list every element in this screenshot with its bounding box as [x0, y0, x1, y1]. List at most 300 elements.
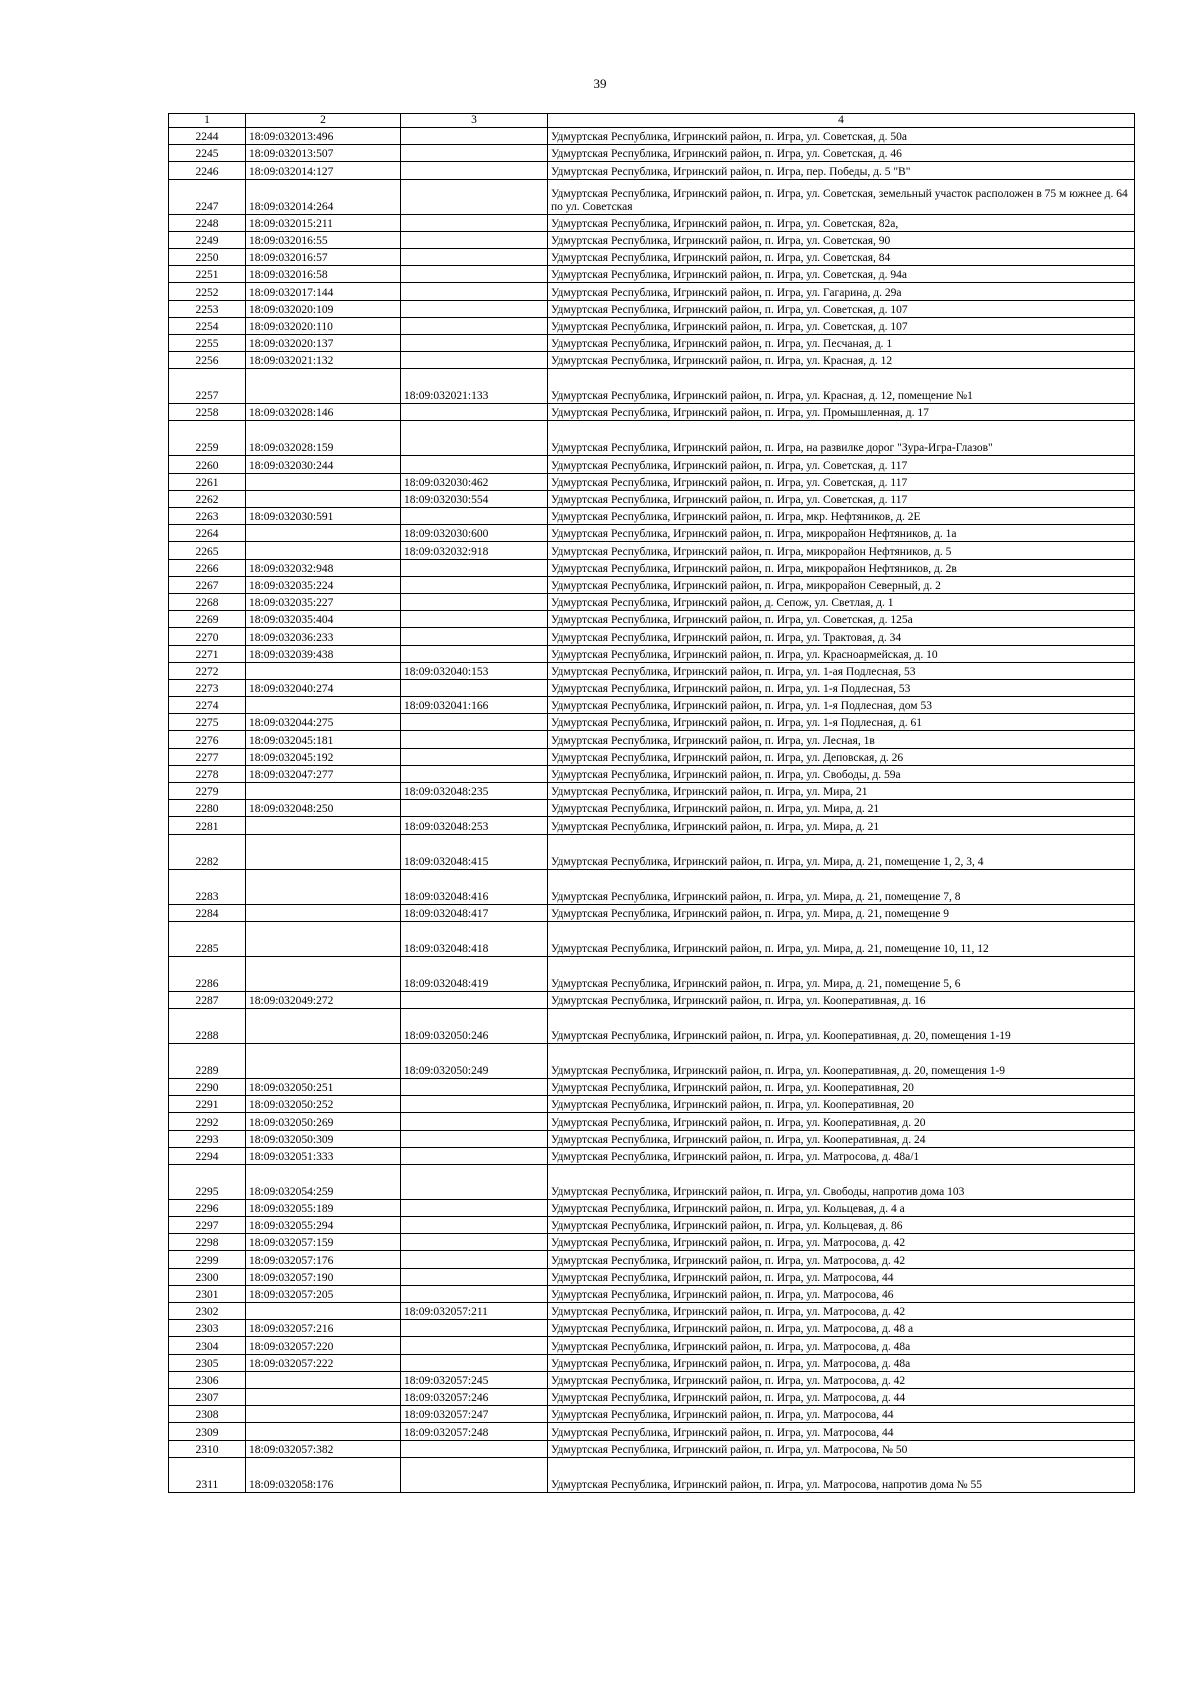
- table-row: [169, 214, 1135, 231]
- table-row: [169, 508, 1135, 525]
- table-row: [169, 611, 1135, 628]
- cadastral-number-alt-cell: [401, 1130, 548, 1147]
- address-cell: Удмуртская Республика, Игринский район, п. Игра, ул. Мира, д. 21, помещение 5, 6: [548, 956, 1135, 991]
- cadastral-number-cell: [246, 490, 401, 507]
- address-cell: Удмуртская Республика, Игринский район, п. Игра, ул. Мира, д. 21, помещение 7, 8: [548, 869, 1135, 904]
- table-row: [169, 421, 1135, 456]
- cadastral-number-alt-cell: 18:09:032048:235: [401, 783, 548, 800]
- address-cell: Удмуртская Республика, Игринский район, п. Игра, ул. Матросова, напротив дома № 55: [548, 1457, 1135, 1492]
- cadastral-number-alt-cell: [401, 1354, 548, 1371]
- address-cell: Удмуртская Республика, Игринский район, п. Игра, пер. Победы, д. 5 "В": [548, 162, 1135, 179]
- address-cell: Удмуртская Республика, Игринский район, п. Игра, мкр. Нефтяников, д. 2Е: [548, 508, 1135, 525]
- cadastral-number-alt-cell: [401, 421, 548, 456]
- cadastral-number-cell: 18:09:032016:55: [246, 231, 401, 248]
- cadastral-number-alt-cell: 18:09:032021:133: [401, 369, 548, 404]
- row-number-cell: 2280: [169, 800, 246, 817]
- cadastral-number-cell: 18:09:032030:591: [246, 508, 401, 525]
- table-row: [169, 1337, 1135, 1354]
- cadastral-number-alt-cell: [401, 266, 548, 283]
- address-cell: Удмуртская Республика, Игринский район, п. Игра, ул. Деповская, д. 26: [548, 748, 1135, 765]
- address-cell: Удмуртская Республика, Игринский район, п. Игра, ул. Советская, д. 117: [548, 473, 1135, 490]
- table-row: [169, 956, 1135, 991]
- row-number-cell: 2302: [169, 1303, 246, 1320]
- page-number: 39: [593, 76, 607, 91]
- row-number-cell: 2295: [169, 1164, 246, 1199]
- row-number-cell: 2259: [169, 421, 246, 456]
- cadastral-number-cell: 18:09:032028:159: [246, 421, 401, 456]
- address-cell: Удмуртская Республика, Игринский район, п. Игра, ул. 1-я Подлесная, дом 53: [548, 697, 1135, 714]
- table-row: [169, 628, 1135, 645]
- cadastral-number-cell: [246, 697, 401, 714]
- table-row: [169, 869, 1135, 904]
- cadastral-number-alt-cell: [401, 1096, 548, 1113]
- table-row: [169, 1251, 1135, 1268]
- table-row: [169, 679, 1135, 696]
- cadastral-number-alt-cell: [401, 231, 548, 248]
- row-number-cell: 2289: [169, 1043, 246, 1078]
- row-number-cell: 2285: [169, 921, 246, 956]
- cadastral-number-cell: 18:09:032055:294: [246, 1217, 401, 1234]
- row-number-cell: 2293: [169, 1130, 246, 1147]
- cadastral-number-cell: [246, 783, 401, 800]
- address-cell: Удмуртская Республика, Игринский район, п. Игра, ул. Мира, д. 21, помещение 10, 11, 12: [548, 921, 1135, 956]
- address-cell: Удмуртская Республика, Игринский район, п. Игра, ул. Советская, 84: [548, 248, 1135, 265]
- table-row: [169, 525, 1135, 542]
- address-cell: Удмуртская Республика, Игринский район, п. Игра, ул. Матросова, 44: [548, 1406, 1135, 1423]
- row-number-cell: 2266: [169, 559, 246, 576]
- cadastral-number-alt-cell: [401, 1147, 548, 1164]
- table-row: [169, 128, 1135, 145]
- cadastral-number-alt-cell: [401, 300, 548, 317]
- row-number-cell: 2281: [169, 817, 246, 834]
- row-number-cell: 2290: [169, 1078, 246, 1095]
- row-number-cell: 2303: [169, 1320, 246, 1337]
- cadastral-number-alt-cell: [401, 679, 548, 696]
- address-cell: Удмуртская Республика, Игринский район, п. Игра, ул. Матросова, д. 42: [548, 1234, 1135, 1251]
- row-number-cell: 2260: [169, 456, 246, 473]
- cadastral-number-cell: [246, 1043, 401, 1078]
- row-number-cell: 2307: [169, 1388, 246, 1405]
- cadastral-number-alt-cell: [401, 1457, 548, 1492]
- cadastral-number-alt-cell: 18:09:032032:918: [401, 542, 548, 559]
- address-cell: Удмуртская Республика, Игринский район, п. Игра, ул. Кооперативная, 20: [548, 1078, 1135, 1095]
- address-cell: Удмуртская Республика, Игринский район, п. Игра, ул. Советская, д. 107: [548, 300, 1135, 317]
- address-cell: Удмуртская Республика, Игринский район, п. Игра, ул. Промышленная, д. 17: [548, 404, 1135, 421]
- address-cell: Удмуртская Республика, Игринский район, п. Игра, ул. Советская, д. 50а: [548, 128, 1135, 145]
- table-row: [169, 731, 1135, 748]
- cadastral-number-cell: 18:09:032050:269: [246, 1113, 401, 1130]
- table-row: [169, 162, 1135, 179]
- address-cell: Удмуртская Республика, Игринский район, п. Игра, ул. Кооперативная, д. 20, помещения 1-19: [548, 1008, 1135, 1043]
- table-row: [169, 1147, 1135, 1164]
- cadastral-number-alt-cell: [401, 1320, 548, 1337]
- row-number-cell: 2263: [169, 508, 246, 525]
- row-number-cell: 2261: [169, 473, 246, 490]
- row-number-cell: 2297: [169, 1217, 246, 1234]
- cadastral-number-alt-cell: [401, 714, 548, 731]
- table-row: [169, 1406, 1135, 1423]
- table-row: [169, 1164, 1135, 1199]
- cadastral-number-cell: [246, 525, 401, 542]
- row-number-cell: 2283: [169, 869, 246, 904]
- table-row: [169, 800, 1135, 817]
- table-row: [169, 179, 1135, 214]
- cadastral-number-alt-cell: [401, 1164, 548, 1199]
- cadastral-number-alt-cell: 18:09:032057:248: [401, 1423, 548, 1440]
- row-number-cell: 2251: [169, 266, 246, 283]
- table-row: [169, 765, 1135, 782]
- table-row: [169, 1457, 1135, 1492]
- cadastral-number-alt-cell: [401, 611, 548, 628]
- table-row: [169, 283, 1135, 300]
- cadastral-number-cell: 18:09:032035:227: [246, 593, 401, 610]
- table-row: [169, 317, 1135, 334]
- row-number-cell: 2299: [169, 1251, 246, 1268]
- cadastral-number-alt-cell: [401, 645, 548, 662]
- table-row: [169, 404, 1135, 421]
- cadastral-number-cell: [246, 473, 401, 490]
- table-row: [169, 1217, 1135, 1234]
- row-number-cell: 2249: [169, 231, 246, 248]
- address-cell: Удмуртская Республика, Игринский район, п. Игра, ул. Кооперативная, 20: [548, 1096, 1135, 1113]
- row-number-cell: 2265: [169, 542, 246, 559]
- column-header-2: 2: [246, 114, 401, 128]
- cadastral-number-cell: 18:09:032054:259: [246, 1164, 401, 1199]
- cadastral-number-cell: [246, 1008, 401, 1043]
- cadastral-number-cell: 18:09:032045:181: [246, 731, 401, 748]
- table-row: [169, 645, 1135, 662]
- cadastral-number-alt-cell: 18:09:032057:245: [401, 1371, 548, 1388]
- row-number-cell: 2258: [169, 404, 246, 421]
- row-number-cell: 2277: [169, 748, 246, 765]
- address-cell: Удмуртская Республика, Игринский район, п. Игра, ул. Красноармейская, д. 10: [548, 645, 1135, 662]
- cadastral-number-cell: 18:09:032050:251: [246, 1078, 401, 1095]
- cadastral-number-alt-cell: 18:09:032057:246: [401, 1388, 548, 1405]
- cadastral-number-alt-cell: 18:09:032048:419: [401, 956, 548, 991]
- table-row: [169, 576, 1135, 593]
- cadastral-number-alt-cell: 18:09:032057:211: [401, 1303, 548, 1320]
- table-row: [169, 1303, 1135, 1320]
- cadastral-number-alt-cell: [401, 1217, 548, 1234]
- cadastral-number-cell: [246, 369, 401, 404]
- table-row: [169, 1096, 1135, 1113]
- cadastral-number-cell: 18:09:032045:192: [246, 748, 401, 765]
- address-cell: Удмуртская Республика, Игринский район, п. Игра, ул. Советская, д. 117: [548, 456, 1135, 473]
- cadastral-number-alt-cell: [401, 1113, 548, 1130]
- column-header-4: 4: [548, 114, 1135, 128]
- table-body: [169, 128, 1135, 1493]
- address-cell: Удмуртская Республика, Игринский район, п. Игра, ул. Советская, д. 94а: [548, 266, 1135, 283]
- address-cell: Удмуртская Республика, Игринский район, п. Игра, ул. Советская, д. 125а: [548, 611, 1135, 628]
- cadastral-number-alt-cell: 18:09:032040:153: [401, 662, 548, 679]
- row-number-cell: 2247: [169, 179, 246, 214]
- cadastral-number-cell: 18:09:032057:220: [246, 1337, 401, 1354]
- address-cell: Удмуртская Республика, Игринский район, п. Игра, ул. 1-ая Подлесная, 53: [548, 662, 1135, 679]
- table-row: [169, 1199, 1135, 1216]
- cadastral-number-alt-cell: [401, 214, 548, 231]
- address-cell: Удмуртская Республика, Игринский район, п. Игра, микрорайон Нефтяников, д. 5: [548, 542, 1135, 559]
- cadastral-number-alt-cell: [401, 1337, 548, 1354]
- cadastral-number-alt-cell: 18:09:032030:554: [401, 490, 548, 507]
- cadastral-number-alt-cell: [401, 1285, 548, 1302]
- table-row: [169, 490, 1135, 507]
- row-number-cell: 2278: [169, 765, 246, 782]
- cadastral-number-alt-cell: [401, 1251, 548, 1268]
- cadastral-number-cell: 18:09:032015:211: [246, 214, 401, 231]
- table-row: [169, 1354, 1135, 1371]
- row-number-cell: 2309: [169, 1423, 246, 1440]
- row-number-cell: 2296: [169, 1199, 246, 1216]
- table-row: [169, 748, 1135, 765]
- table-row: [169, 1234, 1135, 1251]
- address-cell: Удмуртская Республика, Игринский район, п. Игра, ул. Красная, д. 12: [548, 352, 1135, 369]
- cadastral-number-alt-cell: 18:09:032048:418: [401, 921, 548, 956]
- cadastral-number-cell: 18:09:032057:190: [246, 1268, 401, 1285]
- cadastral-number-alt-cell: [401, 1440, 548, 1457]
- table-row: [169, 369, 1135, 404]
- cadastral-number-alt-cell: [401, 576, 548, 593]
- address-cell: Удмуртская Республика, Игринский район, п. Игра, ул. Кольцевая, д. 4 а: [548, 1199, 1135, 1216]
- row-number-cell: 2276: [169, 731, 246, 748]
- address-cell: Удмуртская Республика, Игринский район, п. Игра, ул. Кольцевая, д. 86: [548, 1217, 1135, 1234]
- cadastral-number-cell: 18:09:032030:244: [246, 456, 401, 473]
- cadastral-number-cell: [246, 904, 401, 921]
- cadastral-number-cell: 18:09:032050:252: [246, 1096, 401, 1113]
- row-number-cell: 2254: [169, 317, 246, 334]
- address-cell: Удмуртская Республика, Игринский район, п. Игра, ул. Матросова, 46: [548, 1285, 1135, 1302]
- row-number-cell: 2244: [169, 128, 246, 145]
- table-row: [169, 783, 1135, 800]
- row-number-cell: 2245: [169, 145, 246, 162]
- cadastral-number-alt-cell: 18:09:032048:416: [401, 869, 548, 904]
- table-row: [169, 1388, 1135, 1405]
- row-number-cell: 2273: [169, 679, 246, 696]
- row-number-cell: 2304: [169, 1337, 246, 1354]
- cadastral-number-cell: 18:09:032014:127: [246, 162, 401, 179]
- row-number-cell: 2288: [169, 1008, 246, 1043]
- cadastral-number-alt-cell: 18:09:032048:253: [401, 817, 548, 834]
- cadastral-number-cell: 18:09:032020:137: [246, 334, 401, 351]
- cadastral-number-cell: [246, 817, 401, 834]
- row-number-cell: 2252: [169, 283, 246, 300]
- row-number-cell: 2275: [169, 714, 246, 731]
- column-header-3: 3: [401, 114, 548, 128]
- cadastral-number-cell: 18:09:032032:948: [246, 559, 401, 576]
- row-number-cell: 2310: [169, 1440, 246, 1457]
- table-row: [169, 1440, 1135, 1457]
- table-row: [169, 145, 1135, 162]
- address-cell: Удмуртская Республика, Игринский район, п. Игра, ул. 1-я Подлесная, 53: [548, 679, 1135, 696]
- address-cell: Удмуртская Республика, Игринский район, п. Игра, ул. Матросова, д. 48а/1: [548, 1147, 1135, 1164]
- column-header-1: 1: [169, 114, 246, 128]
- address-cell: Удмуртская Республика, Игринский район, п. Игра, ул. Свободы, напротив дома 103: [548, 1164, 1135, 1199]
- cadastral-number-cell: 18:09:032014:264: [246, 179, 401, 214]
- row-number-cell: 2257: [169, 369, 246, 404]
- row-number-cell: 2274: [169, 697, 246, 714]
- row-number-cell: 2270: [169, 628, 246, 645]
- address-cell: Удмуртская Республика, Игринский район, п. Игра, ул. Советская, д. 107: [548, 317, 1135, 334]
- cadastral-number-cell: [246, 1423, 401, 1440]
- cadastral-number-cell: 18:09:032013:507: [246, 145, 401, 162]
- row-number-cell: 2301: [169, 1285, 246, 1302]
- cadastral-number-alt-cell: [401, 508, 548, 525]
- cadastral-number-cell: 18:09:032049:272: [246, 991, 401, 1008]
- cadastral-number-alt-cell: [401, 404, 548, 421]
- row-number-cell: 2255: [169, 334, 246, 351]
- address-cell: Удмуртская Республика, Игринский район, п. Игра, ул. Матросова, д. 42: [548, 1371, 1135, 1388]
- cadastral-number-cell: 18:09:032040:274: [246, 679, 401, 696]
- cadastral-number-alt-cell: [401, 593, 548, 610]
- table-header: [169, 114, 1135, 128]
- cadastral-number-alt-cell: [401, 334, 548, 351]
- row-number-cell: 2279: [169, 783, 246, 800]
- table-row: [169, 921, 1135, 956]
- cadastral-number-cell: 18:09:032035:404: [246, 611, 401, 628]
- row-number-cell: 2286: [169, 956, 246, 991]
- table-row: [169, 1268, 1135, 1285]
- table-row: [169, 473, 1135, 490]
- address-cell: Удмуртская Республика, Игринский район, п. Игра, ул. Красная, д. 12, помещение №1: [548, 369, 1135, 404]
- cadastral-number-cell: [246, 1388, 401, 1405]
- cadastral-number-cell: 18:09:032058:176: [246, 1457, 401, 1492]
- cadastral-number-alt-cell: 18:09:032041:166: [401, 697, 548, 714]
- address-cell: Удмуртская Республика, Игринский район, п. Игра, на развилке дорог "Зура-Игра-Глазов": [548, 421, 1135, 456]
- address-cell: Удмуртская Республика, Игринский район, п. Игра, ул. 1-я Подлесная, д. 61: [548, 714, 1135, 731]
- address-cell: Удмуртская Республика, Игринский район, п. Игра, ул. Советская, 90: [548, 231, 1135, 248]
- cadastral-number-alt-cell: [401, 800, 548, 817]
- cadastral-number-alt-cell: [401, 128, 548, 145]
- table-row: [169, 662, 1135, 679]
- address-cell: Удмуртская Республика, Игринский район, п. Игра, ул. Мира, д. 21, помещение 9: [548, 904, 1135, 921]
- cadastral-number-alt-cell: [401, 1234, 548, 1251]
- table-row: [169, 904, 1135, 921]
- cadastral-number-cell: 18:09:032044:275: [246, 714, 401, 731]
- address-cell: Удмуртская Республика, Игринский район, п. Игра, ул. Кооперативная, д. 20, помещения 1-9: [548, 1043, 1135, 1078]
- address-cell: Удмуртская Республика, Игринский район, п. Игра, микрорайон Нефтяников, д. 1а: [548, 525, 1135, 542]
- row-number-cell: 2284: [169, 904, 246, 921]
- row-number-cell: 2298: [169, 1234, 246, 1251]
- table-row: [169, 1423, 1135, 1440]
- address-cell: Удмуртская Республика, Игринский район, п. Игра, ул. Матросова, д. 42: [548, 1303, 1135, 1320]
- address-cell: Удмуртская Республика, Игринский район, п. Игра, ул. Матросова, д. 48а: [548, 1354, 1135, 1371]
- cadastral-number-alt-cell: [401, 456, 548, 473]
- cadastral-number-cell: [246, 1303, 401, 1320]
- table-row: [169, 1320, 1135, 1337]
- cadastral-number-alt-cell: [401, 1078, 548, 1095]
- cadastral-number-cell: 18:09:032016:58: [246, 266, 401, 283]
- cadastral-number-cell: 18:09:032051:333: [246, 1147, 401, 1164]
- address-cell: Удмуртская Республика, Игринский район, п. Игра, ул. Кооперативная, д. 24: [548, 1130, 1135, 1147]
- address-cell: Удмуртская Республика, Игринский район, п. Игра, ул. Лесная, 1в: [548, 731, 1135, 748]
- table-row: [169, 542, 1135, 559]
- address-cell: Удмуртская Республика, Игринский район, п. Игра, ул. Советская, д. 117: [548, 490, 1135, 507]
- row-number-cell: 2256: [169, 352, 246, 369]
- header-row: [169, 114, 1135, 128]
- address-cell: Удмуртская Республика, Игринский район, п. Игра, ул. Матросова, д. 44: [548, 1388, 1135, 1405]
- table-row: [169, 248, 1135, 265]
- row-number-cell: 2264: [169, 525, 246, 542]
- cadastral-number-alt-cell: [401, 991, 548, 1008]
- cadastral-number-cell: 18:09:032050:309: [246, 1130, 401, 1147]
- cadastral-number-cell: [246, 869, 401, 904]
- row-number-cell: 2294: [169, 1147, 246, 1164]
- cadastral-number-cell: 18:09:032057:176: [246, 1251, 401, 1268]
- cadastral-number-alt-cell: [401, 145, 548, 162]
- cadastral-number-cell: [246, 1406, 401, 1423]
- address-cell: Удмуртская Республика, Игринский район, п. Игра, ул. Свободы, д. 59а: [548, 765, 1135, 782]
- cadastral-number-alt-cell: 18:09:032048:417: [401, 904, 548, 921]
- table-row: [169, 991, 1135, 1008]
- address-cell: Удмуртская Республика, Игринский район, п. Игра, ул. Советская, д. 46: [548, 145, 1135, 162]
- row-number-cell: 2267: [169, 576, 246, 593]
- address-cell: Удмуртская Республика, Игринский район, п. Игра, ул. Мира, д. 21: [548, 800, 1135, 817]
- table-row: [169, 266, 1135, 283]
- cadastral-number-alt-cell: [401, 628, 548, 645]
- row-number-cell: 2292: [169, 1113, 246, 1130]
- row-number-cell: 2253: [169, 300, 246, 317]
- table-row: [169, 714, 1135, 731]
- registry-table: [168, 113, 1135, 1493]
- cadastral-number-cell: 18:09:032013:496: [246, 128, 401, 145]
- cadastral-number-cell: [246, 834, 401, 869]
- table-row: [169, 1371, 1135, 1388]
- address-cell: Удмуртская Республика, Игринский район, п. Игра, ул. Советская, 82а,: [548, 214, 1135, 231]
- address-cell: Удмуртская Республика, Игринский район, п. Игра, ул. Матросова, 44: [548, 1423, 1135, 1440]
- table-row: [169, 231, 1135, 248]
- table-row: [169, 1113, 1135, 1130]
- cadastral-number-alt-cell: [401, 179, 548, 214]
- cadastral-number-cell: [246, 921, 401, 956]
- cadastral-number-alt-cell: 18:09:032030:600: [401, 525, 548, 542]
- table-row: [169, 834, 1135, 869]
- table-row: [169, 456, 1135, 473]
- address-cell: Удмуртская Республика, Игринский район, п. Игра, ул. Песчаная, д. 1: [548, 334, 1135, 351]
- row-number-cell: 2306: [169, 1371, 246, 1388]
- cadastral-number-alt-cell: [401, 352, 548, 369]
- cadastral-number-cell: 18:09:032028:146: [246, 404, 401, 421]
- cadastral-number-cell: [246, 1371, 401, 1388]
- cadastral-number-cell: 18:09:032016:57: [246, 248, 401, 265]
- table-row: [169, 1130, 1135, 1147]
- cadastral-number-cell: 18:09:032035:224: [246, 576, 401, 593]
- row-number-cell: 2262: [169, 490, 246, 507]
- address-cell: Удмуртская Республика, Игринский район, п. Игра, ул. Гагарина, д. 29а: [548, 283, 1135, 300]
- row-number-cell: 2272: [169, 662, 246, 679]
- row-number-cell: 2300: [169, 1268, 246, 1285]
- cadastral-number-cell: [246, 956, 401, 991]
- cadastral-number-alt-cell: [401, 248, 548, 265]
- cadastral-number-cell: 18:09:032048:250: [246, 800, 401, 817]
- row-number-cell: 2250: [169, 248, 246, 265]
- address-cell: Удмуртская Республика, Игринский район, п. Игра, ул. Кооперативная, д. 20: [548, 1113, 1135, 1130]
- table-row: [169, 352, 1135, 369]
- cadastral-number-alt-cell: [401, 1199, 548, 1216]
- cadastral-number-alt-cell: 18:09:032050:246: [401, 1008, 548, 1043]
- address-cell: Удмуртская Республика, Игринский район, п. Игра, ул. Матросова, № 50: [548, 1440, 1135, 1457]
- cadastral-number-cell: 18:09:032020:109: [246, 300, 401, 317]
- cadastral-number-alt-cell: [401, 765, 548, 782]
- table-row: [169, 697, 1135, 714]
- cadastral-number-cell: 18:09:032057:216: [246, 1320, 401, 1337]
- row-number-cell: 2282: [169, 834, 246, 869]
- cadastral-number-alt-cell: [401, 748, 548, 765]
- row-number-cell: 2287: [169, 991, 246, 1008]
- cadastral-number-cell: 18:09:032057:222: [246, 1354, 401, 1371]
- cadastral-number-cell: 18:09:032057:382: [246, 1440, 401, 1457]
- cadastral-number-cell: 18:09:032036:233: [246, 628, 401, 645]
- row-number-cell: 2271: [169, 645, 246, 662]
- row-number-cell: 2311: [169, 1457, 246, 1492]
